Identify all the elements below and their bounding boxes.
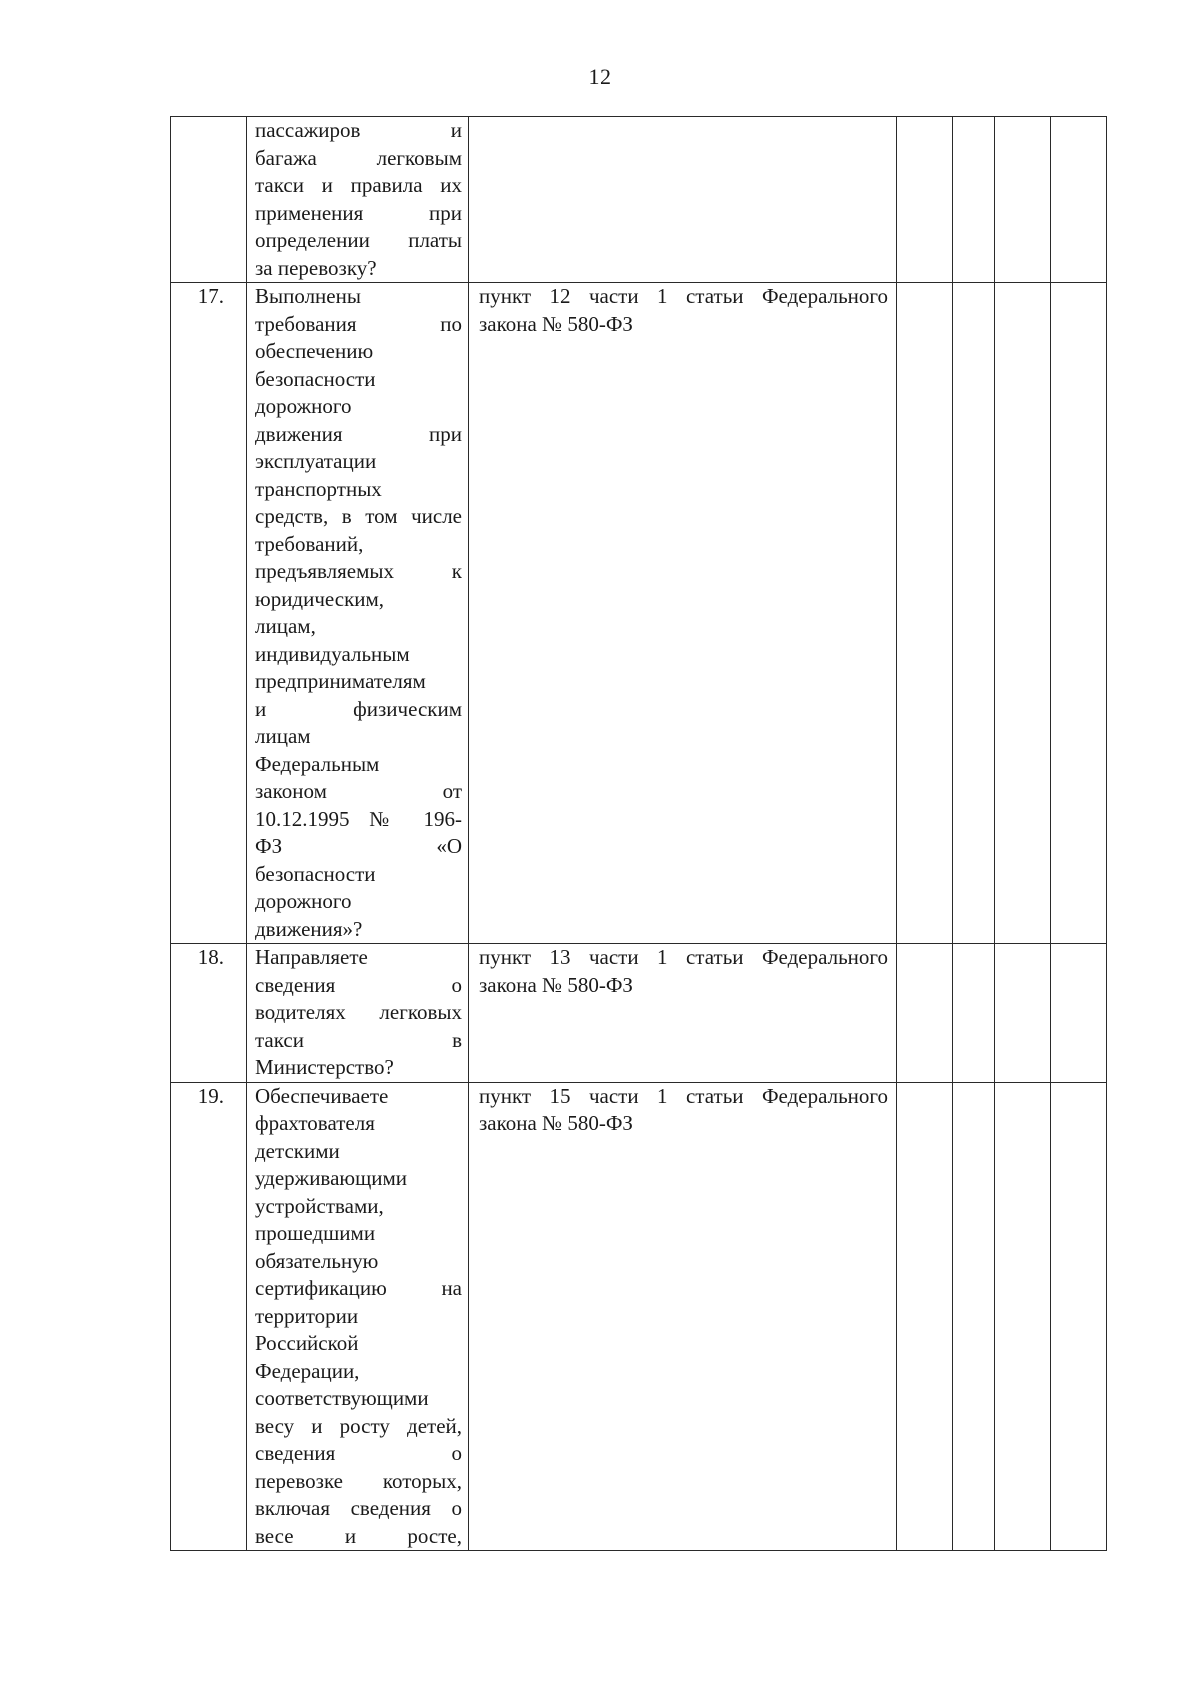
legal-reference-line: закона № 580-ФЗ: [479, 1111, 633, 1135]
question-text-line: фрахтователя: [255, 1111, 375, 1135]
question-text-line: прошедшими: [255, 1221, 376, 1245]
legal-reference-line: пункт 13 части 1 статьи Федерального: [479, 945, 888, 969]
row-number: 17.: [171, 283, 247, 944]
legal-reference-line: пункт 12 части 1 статьи Федерального: [479, 284, 888, 308]
page-number: 12: [588, 64, 612, 89]
question-text-line: применения при: [255, 200, 462, 225]
question-text-line: Федеральным: [255, 751, 380, 776]
question-text-line: лицам: [255, 724, 311, 748]
question-text-line: сведения о: [255, 972, 462, 997]
question-cell: [247, 117, 469, 283]
table-row: [171, 117, 1107, 283]
note-cell: [1051, 283, 1107, 944]
row-number: [171, 117, 247, 283]
question-text-line: такси в: [255, 1027, 462, 1052]
row-number: 19.: [171, 1082, 247, 1551]
question-text-line: сертификацию на: [255, 1276, 462, 1300]
row-number: 18.: [171, 944, 247, 1083]
question-text-line: сведения о: [255, 1441, 462, 1465]
question-text-line: индивидуальным: [255, 641, 410, 666]
question-text-line: 10.12.1995 № 196-: [255, 806, 462, 831]
answer-na-cell: [995, 944, 1051, 1083]
question-text-line: детскими: [255, 1138, 340, 1163]
question-text-line: безопасности: [255, 861, 376, 886]
question-text-line: требований,: [255, 531, 364, 556]
note-cell: [1051, 1082, 1107, 1551]
question-text-line: средств, в том числе: [255, 504, 462, 528]
answer-no-cell: [953, 283, 995, 944]
table-row: [171, 944, 1107, 1083]
table-row: [171, 283, 1107, 944]
legal-reference-cell: [469, 283, 897, 944]
question-text-line: лицам,: [255, 614, 316, 638]
question-text-line: Выполнены: [255, 284, 361, 308]
question-text-line: водителях легковых: [255, 1000, 462, 1024]
question-text-line: за перевозку?: [255, 255, 377, 280]
question-text-line: такси и правила их: [255, 173, 462, 197]
answer-no-cell: [953, 1082, 995, 1551]
question-cell: [247, 283, 469, 944]
question-text-line: юридическим,: [255, 586, 385, 611]
question-text-line: движения при: [255, 421, 462, 446]
question-cell: [247, 944, 469, 1083]
question-text-line: транспортных: [255, 476, 382, 501]
question-text-line: территории: [255, 1303, 359, 1328]
answer-yes-cell: [897, 117, 953, 283]
question-text-line: предъявляемых к: [255, 559, 462, 583]
question-text-line: и физическим: [255, 696, 462, 721]
question-text-line: Обеспечиваете: [255, 1083, 389, 1108]
answer-na-cell: [995, 283, 1051, 944]
answer-no-cell: [953, 944, 995, 1083]
question-text-line: багажа легковым: [255, 145, 462, 170]
question-text-line: соответствующими: [255, 1386, 429, 1410]
legal-reference-cell: [469, 1082, 897, 1551]
note-cell: [1051, 117, 1107, 283]
question-text-line: определении платы: [255, 228, 462, 252]
question-text-line: перевозке которых,: [255, 1468, 462, 1493]
question-text-line: движения»?: [255, 916, 363, 941]
table-body: [171, 117, 1107, 1551]
note-cell: [1051, 944, 1107, 1083]
question-text-line: весе и росте,: [255, 1523, 462, 1548]
question-text-line: требования по: [255, 311, 462, 336]
answer-yes-cell: [897, 1082, 953, 1551]
question-text-line: дорожного: [255, 889, 352, 913]
question-text-line: безопасности: [255, 366, 376, 391]
question-text-line: эксплуатации: [255, 449, 377, 473]
answer-na-cell: [995, 117, 1051, 283]
question-cell: [247, 1082, 469, 1551]
question-text-line: Российской: [255, 1331, 359, 1355]
question-text-line: законом от: [255, 779, 462, 803]
legal-reference-line: пункт 15 части 1 статьи Федерального: [479, 1083, 888, 1108]
answer-no-cell: [953, 117, 995, 283]
answer-yes-cell: [897, 944, 953, 1083]
question-text-line: предпринимателям: [255, 669, 426, 693]
question-text-line: ФЗ «О: [255, 834, 462, 858]
legal-reference-line: закона № 580-ФЗ: [479, 311, 633, 336]
question-text-line: дорожного: [255, 394, 352, 418]
answer-yes-cell: [897, 283, 953, 944]
question-text-line: удерживающими: [255, 1166, 408, 1190]
question-text-line: Министерство?: [255, 1055, 394, 1079]
question-text-line: включая сведения о: [255, 1496, 462, 1520]
question-text-line: Федерации,: [255, 1358, 360, 1383]
question-text-line: пассажиров и: [255, 118, 462, 142]
legal-reference-line: закона № 580-ФЗ: [479, 972, 633, 997]
legal-reference-cell: [469, 117, 897, 283]
question-text-line: весу и росту детей,: [255, 1413, 462, 1438]
table-row: [171, 1082, 1107, 1551]
answer-na-cell: [995, 1082, 1051, 1551]
question-text-line: обязательную: [255, 1248, 379, 1273]
legal-reference-cell: [469, 944, 897, 1083]
question-text-line: обеспечению: [255, 339, 374, 363]
question-text-line: устройствами,: [255, 1193, 384, 1218]
checklist-table: [170, 116, 1107, 1551]
question-text-line: Направляете: [255, 945, 368, 969]
